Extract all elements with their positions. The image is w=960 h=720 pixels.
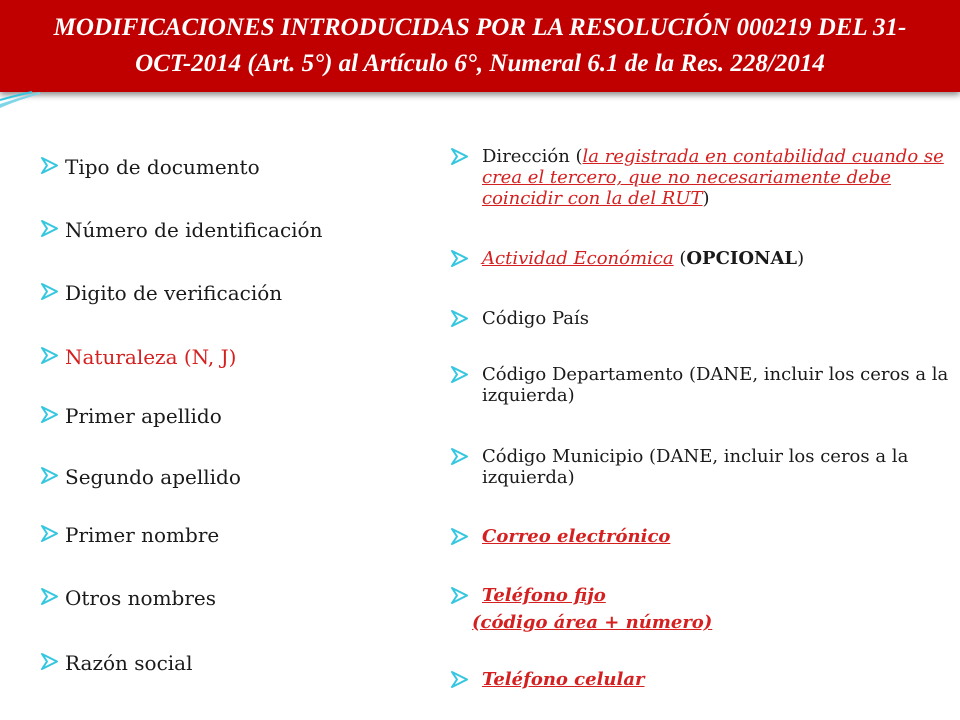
arrow-bullet-icon bbox=[450, 586, 469, 605]
telefono-fijo-label: Teléfono fijo bbox=[482, 585, 606, 606]
arrow-bullet-icon bbox=[450, 670, 469, 689]
direccion-note: la registrada en contabilidad cuando se crea el tercero, que no necesariamente debe coincidir con la del RUT bbox=[482, 146, 944, 209]
title-line-1: MODIFICACIONES INTRODUCIDAS POR LA RESOLUCIÓN 000219 DEL 31- bbox=[53, 14, 907, 41]
field-codigo-departamento: Código Departamento (DANE, incluir los ceros a la izquierda) bbox=[482, 364, 949, 406]
arrow-bullet-icon bbox=[40, 219, 59, 238]
field-razon-social: Razón social bbox=[65, 651, 193, 675]
field-codigo-municipio: Código Municipio (DANE, incluir los ceros a la izquierda) bbox=[482, 446, 909, 488]
arrow-bullet-icon bbox=[450, 249, 469, 268]
field-telefono-celular bbox=[482, 669, 960, 690]
arrow-bullet-icon bbox=[40, 524, 59, 543]
actividad-label: Actividad Económica bbox=[482, 248, 674, 269]
arrow-bullet-icon bbox=[40, 405, 59, 424]
field-correo bbox=[482, 526, 960, 547]
field-codigo-pais: Código País bbox=[482, 308, 589, 329]
field-actividad-economica bbox=[482, 248, 960, 269]
title-line-2: OCT-2014 (Art. 5°) al Artículo 6°, Numeral 6.1 de la Res. 228/2014 bbox=[135, 50, 825, 77]
field-numero-identificacion: Número de identificación bbox=[65, 218, 323, 242]
arrow-bullet-icon bbox=[40, 346, 59, 365]
field-direccion bbox=[482, 146, 960, 209]
field-tipo-documento: Tipo de documento bbox=[65, 155, 260, 179]
field-telefono-fijo bbox=[482, 585, 960, 606]
correo-label: Correo electrónico bbox=[482, 526, 671, 547]
telefono-fijo-note bbox=[472, 612, 950, 633]
arrow-bullet-icon bbox=[450, 447, 469, 466]
field-primer-nombre: Primer nombre bbox=[65, 523, 220, 547]
actividad-optional: OPCIONAL bbox=[686, 248, 798, 269]
field-naturaleza: Naturaleza (N, J) bbox=[65, 345, 237, 369]
telefono-celular-label: Teléfono celular bbox=[482, 669, 645, 690]
telefono-fijo-note-text: (código área + número) bbox=[472, 612, 713, 633]
field-otros-nombres: Otros nombres bbox=[65, 586, 217, 610]
direccion-label: Dirección ( bbox=[482, 146, 583, 167]
arrow-bullet-icon bbox=[40, 466, 59, 485]
arrow-bullet-icon bbox=[450, 147, 469, 166]
arrow-bullet-icon bbox=[40, 156, 59, 175]
title-banner bbox=[0, 0, 960, 92]
arrow-bullet-icon bbox=[450, 309, 469, 328]
field-segundo-apellido: Segundo apellido bbox=[65, 465, 241, 489]
actividad-open: ( bbox=[673, 248, 687, 269]
field-digito-verificacion: Digito de verificación bbox=[65, 281, 283, 305]
field-primer-apellido: Primer apellido bbox=[65, 404, 222, 428]
decorative-swoosh bbox=[0, 88, 60, 112]
arrow-bullet-icon bbox=[450, 365, 469, 384]
page-title bbox=[0, 10, 960, 82]
arrow-bullet-icon bbox=[40, 587, 59, 606]
arrow-bullet-icon bbox=[40, 652, 59, 671]
actividad-close: ) bbox=[797, 248, 805, 269]
arrow-bullet-icon bbox=[450, 527, 469, 546]
arrow-bullet-icon bbox=[40, 282, 59, 301]
direccion-close: ) bbox=[702, 188, 710, 209]
